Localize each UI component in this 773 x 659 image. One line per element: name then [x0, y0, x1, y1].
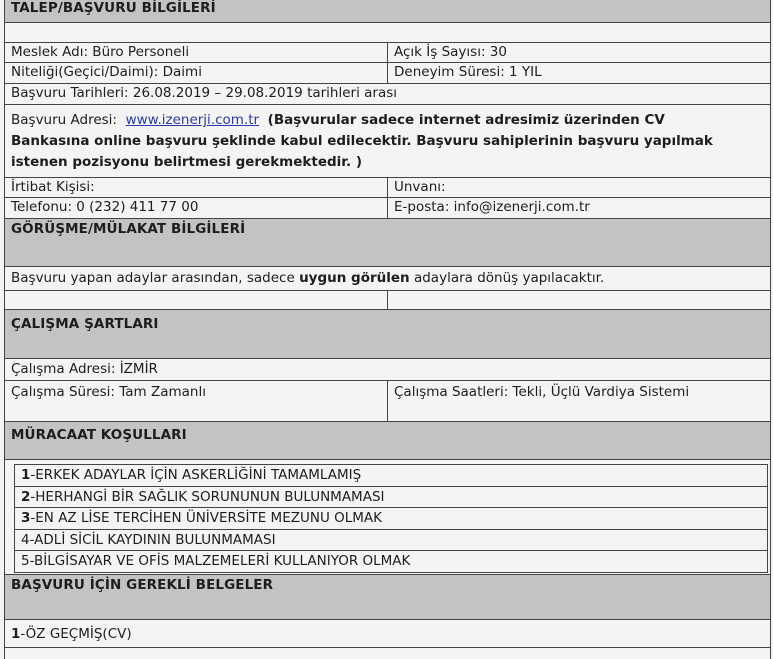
- section-header-muracaat: [4, 422, 771, 460]
- calisma-sure: Çalışma Süresi: Tam Zamanlı: [5, 381, 388, 421]
- spacer-row: [4, 23, 771, 43]
- gorusme-empty-row: [4, 291, 771, 310]
- telefon-cell: Telefonu: 0 (232) 411 77 00: [5, 198, 388, 218]
- muracaat-list: [14, 464, 768, 573]
- adres-note-1: (Başvurular sadece internet adresimiz üzerinden CV: [267, 112, 665, 128]
- tarihler-text: Başvuru Tarihleri: 26.08.2019 – 29.08.2019 tarihleri arası: [11, 85, 398, 101]
- gorusme-row: [4, 267, 771, 291]
- irtibat-cell: İrtibat Kişisi:: [5, 178, 388, 197]
- list-item: 5-BİLGİSAYAR VE OFİS MALZEMELERİ KULLANIYOR OLMAK: [21, 553, 411, 569]
- calisma-adres: Çalışma Adresi: İZMİR: [11, 361, 158, 377]
- gorusme-emphasis: uygun görülen: [299, 270, 410, 286]
- list-item: 4-ADLİ SİCİL KAYDININ BULUNMAMASI: [15, 530, 767, 552]
- list-item: 2-HERHANGİ BİR SAĞLIK SORUNUNUN BULUNMAMASI: [15, 487, 767, 509]
- talep-row-adres: [4, 105, 771, 178]
- talep-row-nitelik: [4, 63, 771, 84]
- belgeler-empty-row: [4, 648, 771, 659]
- section-header-belgeler: [4, 575, 771, 620]
- section-header-gorusme: [4, 219, 771, 267]
- section-title: MÜRACAAT KOŞULLARI: [11, 427, 187, 443]
- list-item: 3-EN AZ LİSE TERCİHEN ÜNİVERSİTE MEZUNU OLMAK: [15, 508, 767, 530]
- calisma-row-sure: [4, 381, 771, 422]
- adres-text: [11, 110, 713, 173]
- talep-row-irtibat: [4, 178, 771, 198]
- calisma-saatler: Çalışma Saatleri: Tekli, Üçlü Vardiya Sistemi: [394, 384, 690, 400]
- section-header-calisma: [4, 310, 771, 359]
- deneyim-cell: Deneyim Süresi: 1 YIL: [394, 64, 542, 80]
- meslek-cell: Meslek Adı: Büro Personeli: [5, 43, 388, 62]
- acik-is-cell: Açık İş Sayısı: 30: [394, 44, 507, 60]
- talep-row-telefon: [4, 198, 771, 219]
- gorusme-text: Başvuru yapan adaylar arasından, sadece uygun görülen adaylara dönüş yapılacaktır.: [11, 270, 605, 286]
- section-title: BAŞVURU İÇİN GEREKLİ BELGELER: [11, 577, 274, 593]
- section-title: GÖRÜŞME/MÜLAKAT BİLGİLERİ: [11, 221, 246, 237]
- empty-cell: [388, 291, 770, 309]
- belgeler-row: [4, 620, 771, 648]
- unvani-cell: Unvanı:: [394, 179, 446, 195]
- adres-label: Başvuru Adresi:: [11, 112, 117, 128]
- adres-link[interactable]: www.izenerji.com.tr: [125, 112, 260, 128]
- eposta-cell: E-posta: info@izenerji.com.tr: [394, 199, 590, 215]
- section-title: ÇALIŞMA ŞARTLARI: [11, 316, 159, 332]
- empty-cell: [5, 291, 388, 309]
- adres-note-2: Bankasına online başvuru şeklinde kabul edilecektir. Başvuru sahiplerinin başvuru yapılmak: [11, 133, 713, 149]
- talep-row-tarihler: [4, 84, 771, 105]
- section-title: TALEP/BAŞVURU BİLGİLERİ: [11, 0, 216, 16]
- talep-row-meslek: [4, 43, 771, 63]
- section-header-talep: [4, 0, 771, 23]
- nitelik-cell: Niteliği(Geçici/Daimi): Daimi: [5, 63, 388, 83]
- belge-item: 1-ÖZ GEÇMİŞ(CV): [11, 626, 132, 642]
- calisma-row-adres: [4, 359, 771, 381]
- adres-note-3: istenen pozisyonu belirtmesi gerekmektedir. ): [11, 154, 363, 170]
- list-item: 1-ERKEK ADAYLAR İÇİN ASKERLİĞİNİ TAMAMLAMIŞ: [15, 465, 767, 487]
